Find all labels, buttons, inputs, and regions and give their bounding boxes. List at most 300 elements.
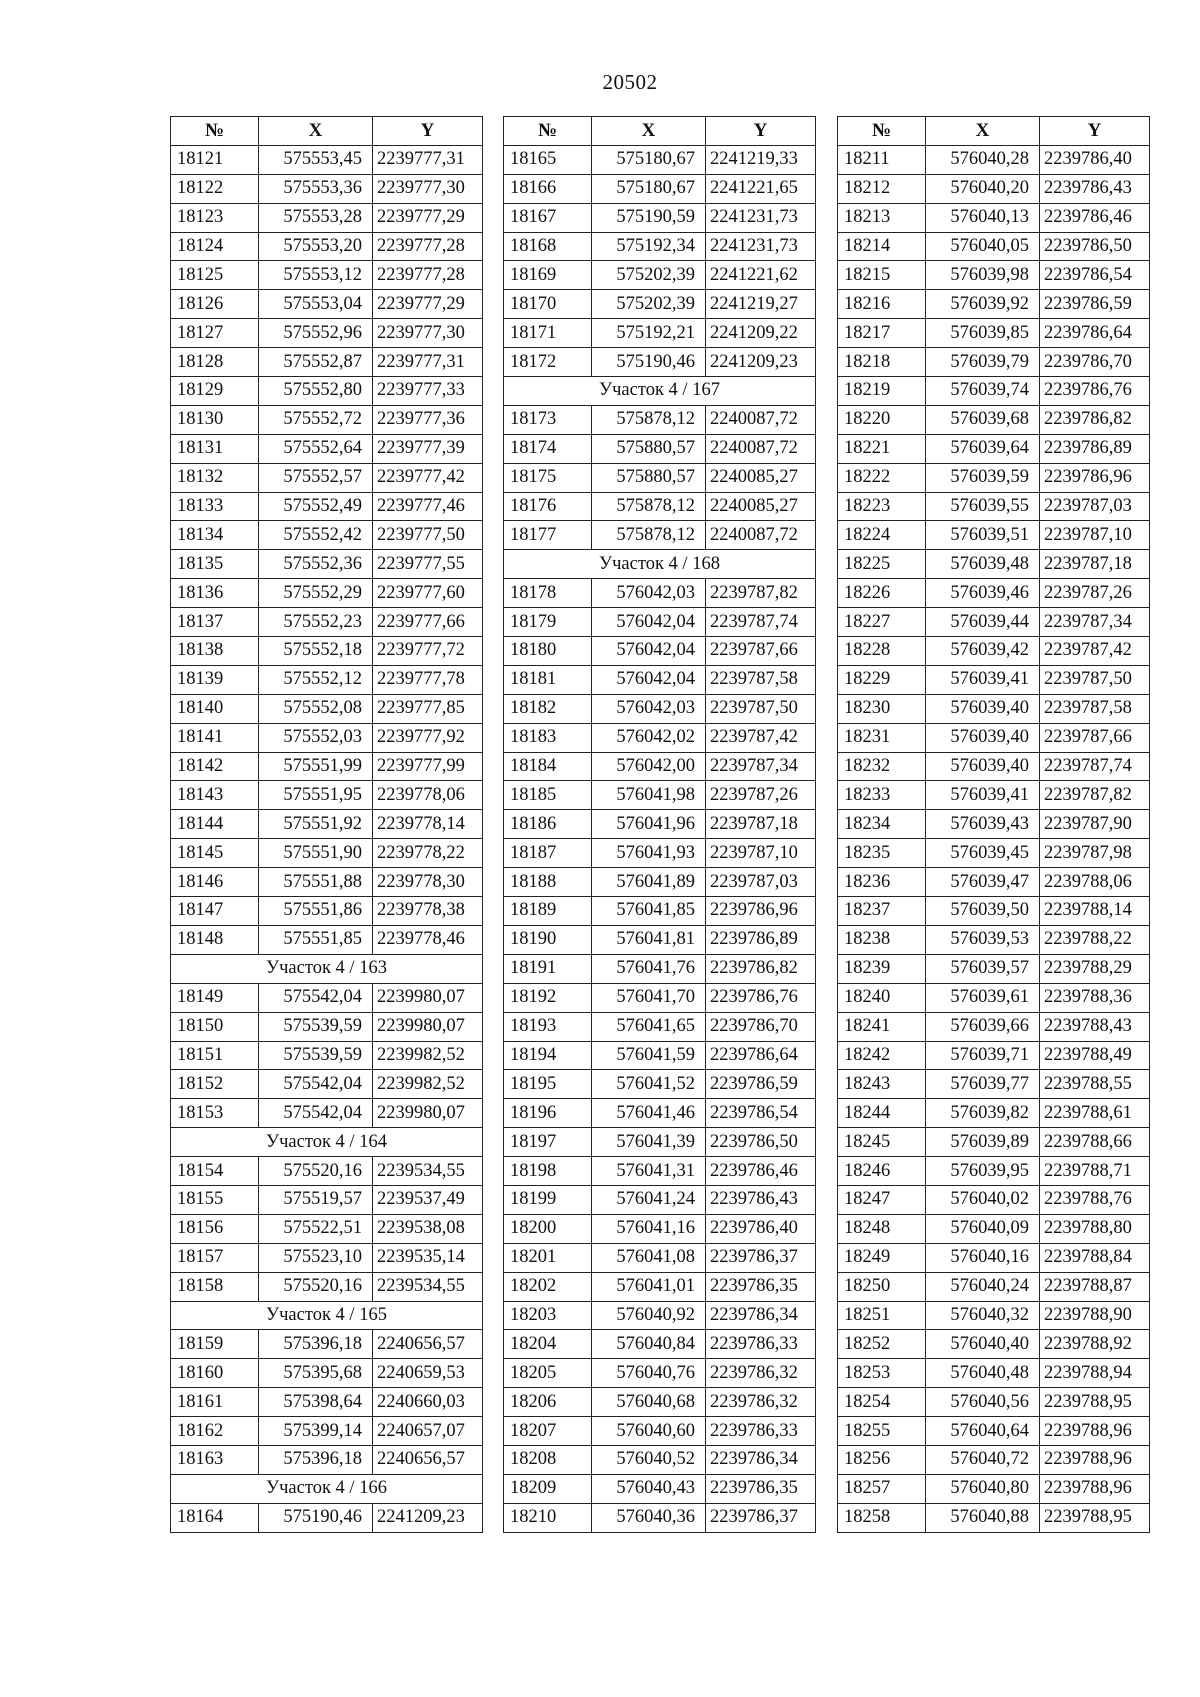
- table-row: [838, 145, 1150, 174]
- x-coordinate-cell: 576042,04: [592, 608, 706, 637]
- x-coordinate-cell: 575180,67: [592, 145, 706, 174]
- x-coordinate-cell: 575520,16: [259, 1157, 373, 1186]
- table-row: [171, 319, 483, 348]
- table-row: [504, 810, 816, 839]
- y-coordinate-cell: 2241219,33: [706, 145, 816, 174]
- y-coordinate-cell: 2239980,07: [373, 983, 483, 1012]
- table-row: [838, 261, 1150, 290]
- table-row: [838, 1301, 1150, 1330]
- x-coordinate-cell: 576040,43: [592, 1474, 706, 1503]
- table-row: [504, 1503, 816, 1532]
- point-number-cell: 18220: [838, 405, 926, 434]
- point-number-cell: 18235: [838, 839, 926, 868]
- y-coordinate-cell: 2240085,27: [706, 492, 816, 521]
- y-coordinate-cell: 2239786,76: [706, 983, 816, 1012]
- x-coordinate-cell: 576039,57: [926, 954, 1040, 983]
- y-coordinate-cell: 2239980,07: [373, 1012, 483, 1041]
- x-coordinate-cell: 576041,39: [592, 1128, 706, 1157]
- x-coordinate-cell: 576040,28: [926, 145, 1040, 174]
- y-coordinate-cell: 2240657,07: [373, 1417, 483, 1446]
- x-coordinate-cell: 575542,04: [259, 983, 373, 1012]
- y-coordinate-cell: 2239788,76: [1040, 1185, 1150, 1214]
- x-coordinate-cell: 576041,81: [592, 925, 706, 954]
- point-number-cell: 18146: [171, 868, 259, 897]
- y-coordinate-cell: 2239788,90: [1040, 1301, 1150, 1330]
- point-number-cell: 18160: [171, 1359, 259, 1388]
- table-row: [838, 1243, 1150, 1272]
- table-row: [504, 463, 816, 492]
- table-row: [171, 637, 483, 666]
- x-coordinate-cell: 575522,51: [259, 1214, 373, 1243]
- y-coordinate-cell: 2241209,23: [373, 1503, 483, 1532]
- y-coordinate-cell: 2239777,39: [373, 434, 483, 463]
- table-row: [504, 203, 816, 232]
- table-row: [504, 1099, 816, 1128]
- x-coordinate-cell: 576039,45: [926, 839, 1040, 868]
- x-coordinate-cell: 576039,68: [926, 405, 1040, 434]
- x-coordinate-cell: 576040,36: [592, 1503, 706, 1532]
- point-number-cell: 18168: [504, 232, 592, 261]
- table-row: [504, 723, 816, 752]
- coordinate-table-1: [170, 116, 483, 1533]
- y-coordinate-cell: 2239788,95: [1040, 1388, 1150, 1417]
- table-row: [504, 1330, 816, 1359]
- y-coordinate-cell: 2239786,70: [706, 1012, 816, 1041]
- table-header-row: [504, 117, 816, 146]
- point-number-cell: 18206: [504, 1388, 592, 1417]
- y-coordinate-cell: 2239786,50: [1040, 232, 1150, 261]
- table-row: [838, 1157, 1150, 1186]
- header-number: №: [171, 117, 259, 146]
- y-coordinate-cell: 2239778,46: [373, 925, 483, 954]
- table-row: [171, 1012, 483, 1041]
- table-row: [838, 868, 1150, 897]
- y-coordinate-cell: 2239777,31: [373, 348, 483, 377]
- x-coordinate-cell: 575552,29: [259, 579, 373, 608]
- point-number-cell: 18162: [171, 1417, 259, 1446]
- y-coordinate-cell: 2241231,73: [706, 232, 816, 261]
- point-number-cell: 18163: [171, 1445, 259, 1474]
- x-coordinate-cell: 576041,98: [592, 781, 706, 810]
- table-row: [504, 637, 816, 666]
- point-number-cell: 18209: [504, 1474, 592, 1503]
- x-coordinate-cell: 576041,01: [592, 1272, 706, 1301]
- x-coordinate-cell: 576041,16: [592, 1214, 706, 1243]
- y-coordinate-cell: 2239778,06: [373, 781, 483, 810]
- table-row: [171, 1330, 483, 1359]
- point-number-cell: 18229: [838, 665, 926, 694]
- point-number-cell: 18192: [504, 983, 592, 1012]
- point-number-cell: 18165: [504, 145, 592, 174]
- y-coordinate-cell: 2239787,26: [706, 781, 816, 810]
- point-number-cell: 18255: [838, 1417, 926, 1446]
- point-number-cell: 18249: [838, 1243, 926, 1272]
- y-coordinate-cell: 2241209,22: [706, 319, 816, 348]
- point-number-cell: 18148: [171, 925, 259, 954]
- x-coordinate-cell: 576040,92: [592, 1301, 706, 1330]
- y-coordinate-cell: 2239787,03: [1040, 492, 1150, 521]
- table-row: [504, 521, 816, 550]
- table-row: [504, 1185, 816, 1214]
- y-coordinate-cell: 2239786,54: [706, 1099, 816, 1128]
- y-coordinate-cell: 2239788,06: [1040, 868, 1150, 897]
- x-coordinate-cell: 575878,12: [592, 405, 706, 434]
- point-number-cell: 18187: [504, 839, 592, 868]
- point-number-cell: 18204: [504, 1330, 592, 1359]
- point-number-cell: 18199: [504, 1185, 592, 1214]
- y-coordinate-cell: 2239787,98: [1040, 839, 1150, 868]
- y-coordinate-cell: 2239787,42: [706, 723, 816, 752]
- point-number-cell: 18131: [171, 434, 259, 463]
- y-coordinate-cell: 2239786,35: [706, 1272, 816, 1301]
- point-number-cell: 18183: [504, 723, 592, 752]
- point-number-cell: 18184: [504, 752, 592, 781]
- x-coordinate-cell: 576040,20: [926, 174, 1040, 203]
- y-coordinate-cell: 2239777,66: [373, 608, 483, 637]
- table-header-row: [171, 117, 483, 146]
- point-number-cell: 18198: [504, 1157, 592, 1186]
- y-coordinate-cell: 2240659,53: [373, 1359, 483, 1388]
- point-number-cell: 18246: [838, 1157, 926, 1186]
- point-number-cell: 18136: [171, 579, 259, 608]
- table-row: [838, 1214, 1150, 1243]
- table-row: [504, 434, 816, 463]
- table-row: [504, 1301, 816, 1330]
- table-row: [504, 781, 816, 810]
- x-coordinate-cell: 576041,31: [592, 1157, 706, 1186]
- y-coordinate-cell: 2239786,35: [706, 1474, 816, 1503]
- x-coordinate-cell: 576040,52: [592, 1445, 706, 1474]
- y-coordinate-cell: 2239786,40: [1040, 145, 1150, 174]
- y-coordinate-cell: 2239787,74: [1040, 752, 1150, 781]
- table-row: [838, 1012, 1150, 1041]
- table-row: [838, 1330, 1150, 1359]
- table-row: [171, 145, 483, 174]
- section-row: [504, 377, 816, 406]
- x-coordinate-cell: 575202,39: [592, 261, 706, 290]
- y-coordinate-cell: 2239786,40: [706, 1214, 816, 1243]
- table-row: [504, 232, 816, 261]
- x-coordinate-cell: 576040,32: [926, 1301, 1040, 1330]
- table-row: [171, 1185, 483, 1214]
- y-coordinate-cell: 2239777,31: [373, 145, 483, 174]
- point-number-cell: 18124: [171, 232, 259, 261]
- x-coordinate-cell: 575539,59: [259, 1012, 373, 1041]
- point-number-cell: 18221: [838, 434, 926, 463]
- point-number-cell: 18230: [838, 694, 926, 723]
- y-coordinate-cell: 2239786,59: [706, 1070, 816, 1099]
- table-row: [504, 1474, 816, 1503]
- table-row: [171, 1417, 483, 1446]
- x-coordinate-cell: 576041,76: [592, 954, 706, 983]
- table-row: [171, 1157, 483, 1186]
- table-row: [504, 174, 816, 203]
- x-coordinate-cell: 575880,57: [592, 463, 706, 492]
- x-coordinate-cell: 576039,95: [926, 1157, 1040, 1186]
- header-x: X: [592, 117, 706, 146]
- x-coordinate-cell: 576039,82: [926, 1099, 1040, 1128]
- x-coordinate-cell: 576039,98: [926, 261, 1040, 290]
- y-coordinate-cell: 2239788,84: [1040, 1243, 1150, 1272]
- point-number-cell: 18186: [504, 810, 592, 839]
- table-row: [171, 434, 483, 463]
- y-coordinate-cell: 2241231,73: [706, 203, 816, 232]
- section-row: [171, 1128, 483, 1157]
- y-coordinate-cell: 2239786,46: [1040, 203, 1150, 232]
- point-number-cell: 18128: [171, 348, 259, 377]
- section-row: [171, 954, 483, 983]
- x-coordinate-cell: 576039,74: [926, 377, 1040, 406]
- point-number-cell: 18207: [504, 1417, 592, 1446]
- table-row: [171, 752, 483, 781]
- y-coordinate-cell: 2239786,33: [706, 1417, 816, 1446]
- table-row: [838, 203, 1150, 232]
- section-label: Участок 4 / 165: [171, 1301, 483, 1330]
- header-y: Y: [706, 117, 816, 146]
- x-coordinate-cell: 576039,47: [926, 868, 1040, 897]
- point-number-cell: 18156: [171, 1214, 259, 1243]
- table-row: [838, 1041, 1150, 1070]
- table-row: [171, 1272, 483, 1301]
- point-number-cell: 18252: [838, 1330, 926, 1359]
- table-row: [504, 839, 816, 868]
- table-row: [171, 1070, 483, 1099]
- x-coordinate-cell: 575553,20: [259, 232, 373, 261]
- table-row: [838, 608, 1150, 637]
- point-number-cell: 18189: [504, 897, 592, 926]
- x-coordinate-cell: 575552,64: [259, 434, 373, 463]
- point-number-cell: 18212: [838, 174, 926, 203]
- table-row: [171, 1445, 483, 1474]
- point-number-cell: 18153: [171, 1099, 259, 1128]
- x-coordinate-cell: 575552,72: [259, 405, 373, 434]
- table-row: [838, 1417, 1150, 1446]
- x-coordinate-cell: 576041,85: [592, 897, 706, 926]
- x-coordinate-cell: 576039,61: [926, 983, 1040, 1012]
- point-number-cell: 18164: [171, 1503, 259, 1532]
- y-coordinate-cell: 2239787,34: [1040, 608, 1150, 637]
- table-row: [838, 348, 1150, 377]
- page-number: 20502: [602, 70, 658, 94]
- x-coordinate-cell: 575553,04: [259, 290, 373, 319]
- y-coordinate-cell: 2239538,08: [373, 1214, 483, 1243]
- x-coordinate-cell: 576040,40: [926, 1330, 1040, 1359]
- point-number-cell: 18232: [838, 752, 926, 781]
- section-label: Участок 4 / 164: [171, 1128, 483, 1157]
- point-number-cell: 18145: [171, 839, 259, 868]
- y-coordinate-cell: 2240085,27: [706, 463, 816, 492]
- x-coordinate-cell: 575552,03: [259, 723, 373, 752]
- y-coordinate-cell: 2239787,34: [706, 752, 816, 781]
- y-coordinate-cell: 2239777,28: [373, 232, 483, 261]
- x-coordinate-cell: 576040,13: [926, 203, 1040, 232]
- x-coordinate-cell: 575551,88: [259, 868, 373, 897]
- table-row: [838, 637, 1150, 666]
- point-number-cell: 18174: [504, 434, 592, 463]
- y-coordinate-cell: 2239787,50: [706, 694, 816, 723]
- table-row: [504, 608, 816, 637]
- x-coordinate-cell: 576040,16: [926, 1243, 1040, 1272]
- x-coordinate-cell: 576040,68: [592, 1388, 706, 1417]
- y-coordinate-cell: 2239786,32: [706, 1359, 816, 1388]
- x-coordinate-cell: 575542,04: [259, 1099, 373, 1128]
- point-number-cell: 18172: [504, 348, 592, 377]
- point-number-cell: 18152: [171, 1070, 259, 1099]
- x-coordinate-cell: 576040,24: [926, 1272, 1040, 1301]
- point-number-cell: 18231: [838, 723, 926, 752]
- table-row: [171, 1388, 483, 1417]
- y-coordinate-cell: 2239777,99: [373, 752, 483, 781]
- y-coordinate-cell: 2239787,50: [1040, 665, 1150, 694]
- section-label: Участок 4 / 166: [171, 1474, 483, 1503]
- section-label: Участок 4 / 168: [504, 550, 816, 579]
- y-coordinate-cell: 2239788,71: [1040, 1157, 1150, 1186]
- y-coordinate-cell: 2239786,76: [1040, 377, 1150, 406]
- y-coordinate-cell: 2239777,46: [373, 492, 483, 521]
- table-row: [838, 579, 1150, 608]
- y-coordinate-cell: 2239788,96: [1040, 1445, 1150, 1474]
- table-row: [171, 348, 483, 377]
- table-row: [504, 1128, 816, 1157]
- x-coordinate-cell: 576039,50: [926, 897, 1040, 926]
- table-row: [838, 723, 1150, 752]
- y-coordinate-cell: 2239535,14: [373, 1243, 483, 1272]
- point-number-cell: 18250: [838, 1272, 926, 1301]
- table-row: [838, 810, 1150, 839]
- y-coordinate-cell: 2239786,96: [706, 897, 816, 926]
- point-number-cell: 18251: [838, 1301, 926, 1330]
- table-row: [838, 781, 1150, 810]
- y-coordinate-cell: 2239777,50: [373, 521, 483, 550]
- section-label: Участок 4 / 163: [171, 954, 483, 983]
- x-coordinate-cell: 576040,88: [926, 1503, 1040, 1532]
- x-coordinate-cell: 575551,95: [259, 781, 373, 810]
- x-coordinate-cell: 576039,41: [926, 665, 1040, 694]
- table-row: [171, 1099, 483, 1128]
- table-row: [838, 752, 1150, 781]
- x-coordinate-cell: 576039,40: [926, 752, 1040, 781]
- x-coordinate-cell: 575552,23: [259, 608, 373, 637]
- point-number-cell: 18211: [838, 145, 926, 174]
- x-coordinate-cell: 576039,40: [926, 694, 1040, 723]
- point-number-cell: 18138: [171, 637, 259, 666]
- point-number-cell: 18132: [171, 463, 259, 492]
- point-number-cell: 18133: [171, 492, 259, 521]
- point-number-cell: 18213: [838, 203, 926, 232]
- x-coordinate-cell: 576039,44: [926, 608, 1040, 637]
- point-number-cell: 18241: [838, 1012, 926, 1041]
- point-number-cell: 18188: [504, 868, 592, 897]
- coordinate-table-2: [503, 116, 816, 1533]
- x-coordinate-cell: 575880,57: [592, 434, 706, 463]
- y-coordinate-cell: 2239788,43: [1040, 1012, 1150, 1041]
- table-row: [171, 492, 483, 521]
- table-row: [838, 897, 1150, 926]
- table-row: [838, 665, 1150, 694]
- point-number-cell: 18190: [504, 925, 592, 954]
- x-coordinate-cell: 576040,76: [592, 1359, 706, 1388]
- table-row: [171, 1041, 483, 1070]
- x-coordinate-cell: 576041,08: [592, 1243, 706, 1272]
- table-row: [504, 1157, 816, 1186]
- section-row: [171, 1474, 483, 1503]
- table-row: [504, 290, 816, 319]
- y-coordinate-cell: 2239777,29: [373, 203, 483, 232]
- table-row: [171, 665, 483, 694]
- y-coordinate-cell: 2239786,70: [1040, 348, 1150, 377]
- x-coordinate-cell: 576040,09: [926, 1214, 1040, 1243]
- table-row: [171, 521, 483, 550]
- point-number-cell: 18166: [504, 174, 592, 203]
- point-number-cell: 18147: [171, 897, 259, 926]
- y-coordinate-cell: 2239534,55: [373, 1157, 483, 1186]
- y-coordinate-cell: 2239787,42: [1040, 637, 1150, 666]
- table-row: [838, 492, 1150, 521]
- y-coordinate-cell: 2239778,30: [373, 868, 483, 897]
- table-row: [838, 694, 1150, 723]
- y-coordinate-cell: 2239786,50: [706, 1128, 816, 1157]
- x-coordinate-cell: 575878,12: [592, 521, 706, 550]
- x-coordinate-cell: 576041,24: [592, 1185, 706, 1214]
- x-coordinate-cell: 576039,89: [926, 1128, 1040, 1157]
- y-coordinate-cell: 2239787,90: [1040, 810, 1150, 839]
- point-number-cell: 18240: [838, 983, 926, 1012]
- x-coordinate-cell: 575539,59: [259, 1041, 373, 1070]
- y-coordinate-cell: 2241219,27: [706, 290, 816, 319]
- y-coordinate-cell: 2239787,03: [706, 868, 816, 897]
- y-coordinate-cell: 2239777,72: [373, 637, 483, 666]
- point-number-cell: 18248: [838, 1214, 926, 1243]
- point-number-cell: 18238: [838, 925, 926, 954]
- table-row: [504, 145, 816, 174]
- table-row: [838, 839, 1150, 868]
- y-coordinate-cell: 2239788,14: [1040, 897, 1150, 926]
- point-number-cell: 18122: [171, 174, 259, 203]
- point-number-cell: 18126: [171, 290, 259, 319]
- table-row: [504, 983, 816, 1012]
- y-coordinate-cell: 2239788,36: [1040, 983, 1150, 1012]
- y-coordinate-cell: 2239786,82: [706, 954, 816, 983]
- table-row: [838, 463, 1150, 492]
- point-number-cell: 18242: [838, 1041, 926, 1070]
- point-number-cell: 18200: [504, 1214, 592, 1243]
- x-coordinate-cell: 576040,56: [926, 1388, 1040, 1417]
- x-coordinate-cell: 576039,92: [926, 290, 1040, 319]
- y-coordinate-cell: 2239788,55: [1040, 1070, 1150, 1099]
- table-row: [838, 925, 1150, 954]
- point-number-cell: 18201: [504, 1243, 592, 1272]
- point-number-cell: 18175: [504, 463, 592, 492]
- point-number-cell: 18256: [838, 1445, 926, 1474]
- point-number-cell: 18234: [838, 810, 926, 839]
- point-number-cell: 18217: [838, 319, 926, 348]
- table-row: [171, 261, 483, 290]
- table-row: [504, 319, 816, 348]
- y-coordinate-cell: 2239787,74: [706, 608, 816, 637]
- table-row: [838, 1070, 1150, 1099]
- x-coordinate-cell: 576039,43: [926, 810, 1040, 839]
- point-number-cell: 18218: [838, 348, 926, 377]
- x-coordinate-cell: 576039,51: [926, 521, 1040, 550]
- y-coordinate-cell: 2239788,61: [1040, 1099, 1150, 1128]
- x-coordinate-cell: 575552,87: [259, 348, 373, 377]
- table-row: [504, 405, 816, 434]
- y-coordinate-cell: 2241221,65: [706, 174, 816, 203]
- point-number-cell: 18205: [504, 1359, 592, 1388]
- y-coordinate-cell: 2239786,64: [1040, 319, 1150, 348]
- table-row: [504, 954, 816, 983]
- table-row: [838, 1474, 1150, 1503]
